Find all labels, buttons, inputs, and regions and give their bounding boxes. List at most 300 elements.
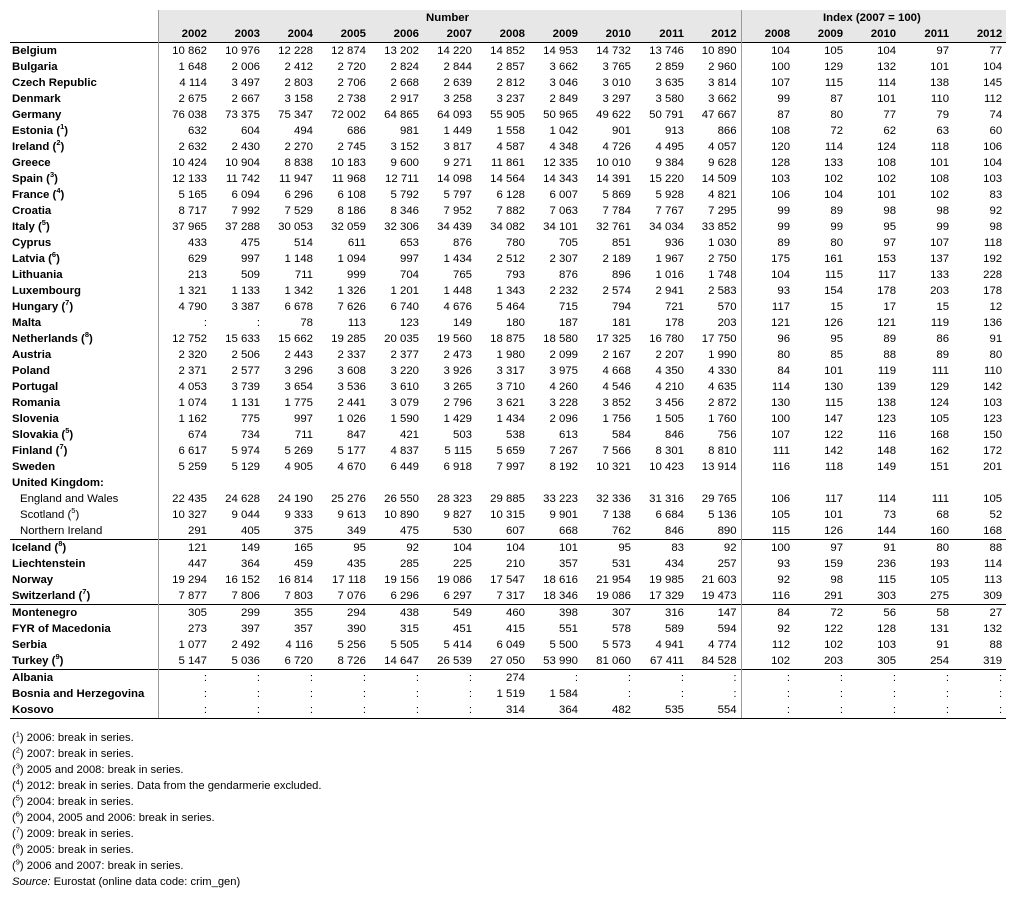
cell-index: 228 xyxy=(983,269,1003,281)
cell-number: 355 xyxy=(264,605,317,622)
cell-number: 2 917 xyxy=(390,93,419,105)
cell-number: 5 115 xyxy=(444,445,472,457)
row-label: Spain ($^3$) xyxy=(12,171,58,185)
footnote-item: ($^5$) 2004: break in series. xyxy=(12,793,134,808)
cell-number: 1 590 xyxy=(390,413,419,425)
cell-index: 112 xyxy=(741,637,794,653)
country-name: Northern Ireland xyxy=(20,525,103,537)
cell-number: 316 xyxy=(635,605,688,622)
footnote-text: 2005 and 2008: break in series. xyxy=(23,764,184,776)
cell-index: 129 xyxy=(930,381,950,393)
cell-number: 178 xyxy=(664,317,684,329)
cell-index: 139 xyxy=(877,381,897,393)
header-index-group: Index (2007 = 100) xyxy=(741,10,1006,26)
row-label xyxy=(10,75,158,91)
cell-number: 19 985 xyxy=(649,574,684,586)
cell-index: 99 xyxy=(741,219,794,235)
cell-number: 9 333 xyxy=(284,509,313,521)
cell-number: 1 077 xyxy=(158,637,211,653)
cell-number: 613 xyxy=(558,429,578,441)
cell-index: 201 xyxy=(983,461,1003,473)
cell-number: 3 654 xyxy=(284,381,313,393)
country-name: Kosovo xyxy=(12,704,54,716)
cell-number: 3 621 xyxy=(496,397,525,409)
cell-number: 5 573 xyxy=(602,639,631,651)
table-row xyxy=(10,123,1006,139)
cell-index: 101 xyxy=(824,509,844,521)
cell-number: 6 007 xyxy=(549,189,578,201)
cell-number: 165 xyxy=(264,540,317,557)
cell-number: 668 xyxy=(558,525,578,537)
cell-number: 530 xyxy=(452,525,472,537)
header-year-number: 2007 xyxy=(423,26,476,43)
cell-number: : xyxy=(264,702,317,719)
cell-index: 102 xyxy=(824,639,844,651)
cell-number: 421 xyxy=(399,429,419,441)
cell-index: 62 xyxy=(883,125,897,137)
cell-number: 594 xyxy=(717,623,737,635)
country-name: Montenegro xyxy=(12,607,78,619)
cell-number: 4 210 xyxy=(655,381,684,393)
country-name: Slovakia xyxy=(12,429,59,441)
cell-number: 584 xyxy=(611,429,631,441)
cell-index: 89 xyxy=(936,349,950,361)
cell-number: 8 717 xyxy=(158,203,211,219)
cell-number: 2 872 xyxy=(708,397,737,409)
cell-number: 73 375 xyxy=(225,109,260,121)
cell-number: 9 044 xyxy=(231,509,260,521)
cell-number: : xyxy=(627,688,631,700)
cell-number: 3 317 xyxy=(496,365,525,377)
cell-number: 578 xyxy=(611,623,631,635)
cell-number: 538 xyxy=(505,429,525,441)
cell-number: 13 202 xyxy=(370,43,423,60)
cell-number: 203 xyxy=(717,317,737,329)
cell-index: 103 xyxy=(983,173,1003,185)
cell-number: 5 928 xyxy=(655,189,684,201)
cell-number: 1 558 xyxy=(496,125,525,137)
cell-index: 132 xyxy=(983,623,1003,635)
footnote-ref: 7 xyxy=(65,299,70,308)
cell-number: 7 267 xyxy=(549,445,578,457)
footnote-number: 1 xyxy=(15,729,20,739)
cell-index xyxy=(900,475,953,491)
cell-number: 83 xyxy=(635,540,688,557)
cell-number: 4 635 xyxy=(708,381,737,393)
footnote-number: 2 xyxy=(15,745,20,755)
table-row xyxy=(10,475,1006,491)
cell-number: 756 xyxy=(717,429,737,441)
country-name: England and Wales xyxy=(20,493,119,505)
cell-number: 2 812 xyxy=(496,77,525,89)
cell-index: 104 xyxy=(983,157,1003,169)
cell-number: 10 010 xyxy=(596,157,631,169)
cell-number: 2 099 xyxy=(549,349,578,361)
cell-number: 632 xyxy=(158,123,211,139)
cell-index: 153 xyxy=(877,253,897,265)
footnote-item: ($^7$) 2009: break in series. xyxy=(12,825,134,840)
footnote-ref: 9 xyxy=(55,653,60,662)
cell-index: 108 xyxy=(930,173,950,185)
cell-number: 1 429 xyxy=(443,413,472,425)
cell-number: 24 190 xyxy=(278,493,313,505)
cell-index: 89 xyxy=(830,205,844,217)
cell-number: 997 xyxy=(240,253,260,265)
cell-index: 116 xyxy=(877,429,897,441)
cell-index: 104 xyxy=(983,61,1003,73)
cell-number: 24 628 xyxy=(225,493,260,505)
table-row xyxy=(10,363,1006,379)
cell-index: 103 xyxy=(741,171,794,187)
cell-number: 2 738 xyxy=(337,93,366,105)
cell-index: 80 xyxy=(900,540,953,557)
table-row xyxy=(10,75,1006,91)
cell-number: 7 626 xyxy=(337,301,366,313)
cell-number: 2 443 xyxy=(284,349,313,361)
header-year-number: 2003 xyxy=(211,26,264,43)
cell-number: 846 xyxy=(664,429,684,441)
cell-number: 9 827 xyxy=(443,509,472,521)
table-row xyxy=(10,59,1006,75)
header-year-index: 2011 xyxy=(900,26,953,43)
cell-number: 3 079 xyxy=(390,397,419,409)
cell-number: 4 670 xyxy=(337,461,366,473)
cell-number: 1 131 xyxy=(231,397,260,409)
cell-number: 2 412 xyxy=(284,61,313,73)
cell-number: 55 905 xyxy=(490,109,525,121)
cell-number: 6 684 xyxy=(655,509,684,521)
cell-number: 3 975 xyxy=(549,365,578,377)
cell-number: 1 505 xyxy=(655,413,684,425)
cell-number: 1 321 xyxy=(158,283,211,299)
cell-index: 111 xyxy=(931,493,950,505)
cell-index: 97 xyxy=(883,237,897,249)
row-label: Turkey ($^9$) xyxy=(12,653,64,667)
cell-number: 121 xyxy=(158,540,211,557)
country-name: Liechtenstein xyxy=(12,558,86,570)
cell-index: 101 xyxy=(930,61,950,73)
cell-index: 108 xyxy=(877,157,897,169)
cell-index: 95 xyxy=(830,333,844,345)
cell-number: : xyxy=(423,670,476,687)
cell-number: 104 xyxy=(476,540,529,557)
cell-number: 14 391 xyxy=(596,173,631,185)
country-name: Cyprus xyxy=(12,237,52,249)
cell-index: 77 xyxy=(883,109,897,121)
cell-index: 110 xyxy=(983,365,1003,377)
cell-number: 997 xyxy=(399,253,419,265)
table-row xyxy=(10,427,1006,443)
cell-number: : xyxy=(370,670,423,687)
footnote-text: 2005: break in series. xyxy=(23,844,134,856)
country-name: Lithuania xyxy=(12,269,63,281)
cell-number: 20 035 xyxy=(384,333,419,345)
table-row xyxy=(10,43,1006,60)
row-label xyxy=(10,670,158,687)
cell-index: 86 xyxy=(936,333,950,345)
country-name: Ireland xyxy=(12,141,50,153)
cell-number: 1 148 xyxy=(284,253,313,265)
cell-index: 77 xyxy=(953,43,1006,60)
cell-number: 92 xyxy=(688,540,741,557)
cell-number: : xyxy=(264,670,317,687)
cell-number: 7 952 xyxy=(443,205,472,217)
cell-number: 274 xyxy=(476,670,529,687)
row-label: Iceland ($^8$) xyxy=(10,540,158,557)
cell-number: 2 320 xyxy=(158,347,211,363)
cell-number xyxy=(264,475,317,491)
cell-index: 92 xyxy=(741,621,794,637)
cell-number: 210 xyxy=(505,558,525,570)
cell-index: 130 xyxy=(741,395,794,411)
cell-number: 451 xyxy=(452,623,472,635)
cell-number: 2 706 xyxy=(337,77,366,89)
cell-number: 3 536 xyxy=(337,381,366,393)
cell-number: 8 186 xyxy=(337,205,366,217)
cell-index: 114 xyxy=(741,379,794,395)
cell-index: 116 xyxy=(741,588,794,605)
cell-number: : xyxy=(468,688,472,700)
cell-index: 121 xyxy=(877,317,897,329)
cell-number: 5 869 xyxy=(602,189,631,201)
row-label xyxy=(10,605,158,622)
row-label: Latvia ($^6$) xyxy=(12,251,60,265)
cell-number: 5 256 xyxy=(337,639,366,651)
cell-number: 711 xyxy=(294,429,313,441)
cell-number: 19 473 xyxy=(701,590,737,602)
cell-number: 64 865 xyxy=(384,109,419,121)
cell-index: 117 xyxy=(824,493,844,505)
cell-number xyxy=(317,475,370,491)
cell-index: : xyxy=(847,670,900,687)
country-name: FYR of Macedonia xyxy=(12,623,111,635)
cell-number: 5 464 xyxy=(496,301,525,313)
cell-index: 80 xyxy=(741,347,794,363)
cell-number: 589 xyxy=(664,623,684,635)
header-year-index: 2012 xyxy=(953,26,1006,43)
cell-index: 99 xyxy=(741,91,794,107)
cell-number: 398 xyxy=(529,605,582,622)
cell-number: 438 xyxy=(370,605,423,622)
cell-number: 482 xyxy=(582,702,635,719)
cell-number: 1 760 xyxy=(708,413,737,425)
row-label xyxy=(10,475,158,491)
cell-index: 72 xyxy=(830,125,844,137)
cell-number: 7 063 xyxy=(549,205,578,217)
cell-number: 14 852 xyxy=(476,43,529,60)
header-year-number: 2002 xyxy=(158,26,211,43)
cell-number: 1 449 xyxy=(443,125,472,137)
cell-number: 7 529 xyxy=(284,205,313,217)
table-row xyxy=(10,155,1006,171)
cell-index: 68 xyxy=(936,509,950,521)
cell-number: 1 748 xyxy=(708,269,737,281)
cell-number: 4 726 xyxy=(602,141,631,153)
cell-number: 715 xyxy=(558,301,578,313)
cell-index: 168 xyxy=(983,525,1003,537)
cell-number: 397 xyxy=(240,623,260,635)
cell-number: : xyxy=(635,670,688,687)
cell-index: 100 xyxy=(741,59,794,75)
cell-index: 275 xyxy=(930,590,950,602)
cell-index: 136 xyxy=(983,317,1003,329)
footnote-text: 2009: break in series. xyxy=(23,828,134,840)
cell-number: 181 xyxy=(611,317,631,329)
cell-index: 99 xyxy=(741,203,794,219)
footnote-ref: 5 xyxy=(71,507,76,516)
cell-index: 102 xyxy=(824,173,844,185)
cell-number: 3 710 xyxy=(496,381,525,393)
source-label: Source: xyxy=(12,876,51,888)
cell-number: 896 xyxy=(611,269,631,281)
cell-number: 4 790 xyxy=(158,299,211,315)
country-name: Bulgaria xyxy=(12,61,58,73)
cell-index: 128 xyxy=(877,623,897,635)
cell-number: 49 622 xyxy=(596,109,631,121)
table-row xyxy=(10,187,1006,203)
cell-number: 6 740 xyxy=(390,301,419,313)
cell-number: 674 xyxy=(158,427,211,443)
header-year-number: 2004 xyxy=(264,26,317,43)
cell-number: 2 796 xyxy=(443,397,472,409)
cell-index: 111 xyxy=(741,443,794,459)
footnote-item: ($^9$) 2006 and 2007: break in series. xyxy=(12,857,184,872)
table-row xyxy=(10,283,1006,299)
row-label xyxy=(10,621,158,637)
table-row xyxy=(10,637,1006,653)
country-name: Estonia xyxy=(12,125,54,137)
cell-number: 1 162 xyxy=(158,411,211,427)
cell-number: 6 678 xyxy=(284,301,313,313)
cell-number: 10 890 xyxy=(384,509,419,521)
table-row xyxy=(10,235,1006,251)
table-row xyxy=(10,203,1006,219)
cell-index: 124 xyxy=(930,397,950,409)
country-name: Iceland xyxy=(12,542,52,554)
footnote-ref: 8 xyxy=(58,539,63,549)
cell-number: 17 118 xyxy=(332,574,366,586)
cell-index: : xyxy=(741,702,794,719)
cell-index: 114 xyxy=(824,141,844,153)
cell-number: 2 583 xyxy=(708,285,737,297)
cell-number: : xyxy=(688,670,741,687)
row-label: Ireland ($^2$) xyxy=(12,139,65,153)
cell-number xyxy=(423,475,476,491)
cell-index: 106 xyxy=(983,141,1003,153)
cell-index: 118 xyxy=(824,461,844,473)
cell-index: 104 xyxy=(741,43,794,60)
cell-number: 13 746 xyxy=(635,43,688,60)
cell-index: 119 xyxy=(930,317,950,329)
cell-number: 6 296 xyxy=(284,189,313,201)
cell-number: 981 xyxy=(399,125,419,137)
cell-index: : xyxy=(741,670,794,687)
cell-number: 26 550 xyxy=(384,493,419,505)
cell-number: 37 288 xyxy=(225,221,260,233)
cell-index: 100 xyxy=(741,540,794,557)
country-name: France xyxy=(12,189,50,201)
cell-number: : xyxy=(582,670,635,687)
footnote-text: 2004, 2005 and 2006: break in series. xyxy=(23,812,215,824)
cell-number: 7 803 xyxy=(284,590,313,602)
header-year-index: 2008 xyxy=(741,26,794,43)
cell-number: 8 838 xyxy=(284,157,313,169)
cell-number: 459 xyxy=(293,558,313,570)
cell-index: 105 xyxy=(930,413,950,425)
cell-number: : xyxy=(158,686,211,702)
cell-number: 12 335 xyxy=(543,157,578,169)
cell-number: 6 108 xyxy=(337,189,366,201)
cell-number: 4 495 xyxy=(655,141,684,153)
cell-number: 10 976 xyxy=(211,43,264,60)
cell-number: 901 xyxy=(611,125,631,137)
cell-number: 4 330 xyxy=(708,365,737,377)
cell-number: 3 258 xyxy=(443,93,472,105)
cell-number: 775 xyxy=(240,413,260,425)
cell-number: 34 082 xyxy=(490,221,525,233)
cell-number: 2 859 xyxy=(655,61,684,73)
cell-index: 87 xyxy=(830,93,844,105)
cell-index: 95 xyxy=(883,221,897,233)
cell-number: 37 965 xyxy=(158,219,211,235)
cell-number: 95 xyxy=(582,540,635,557)
footnote-item: ($^8$) 2005: break in series. xyxy=(12,841,134,856)
cell-number: 7 806 xyxy=(231,590,260,602)
cell-number: 629 xyxy=(158,251,211,267)
row-label xyxy=(10,686,158,702)
cell-number: 2 377 xyxy=(390,349,419,361)
country-name: Serbia xyxy=(12,639,47,651)
footnote-number: 4 xyxy=(15,777,20,787)
cell-index: 120 xyxy=(741,139,794,155)
cell-number: 9 384 xyxy=(655,157,684,169)
cell-number: 780 xyxy=(505,237,525,249)
table-row xyxy=(10,315,1006,331)
footnote-ref: 7 xyxy=(59,443,64,452)
table-row xyxy=(10,702,1006,719)
cell-index: 88 xyxy=(989,639,1003,651)
cell-index: 172 xyxy=(983,445,1003,457)
cell-index: : xyxy=(953,702,1006,719)
cell-index: 89 xyxy=(883,333,897,345)
cell-number: 92 xyxy=(370,540,423,557)
cell-index: : xyxy=(953,670,1006,687)
cell-number: 25 276 xyxy=(331,493,366,505)
cell-number: 32 059 xyxy=(331,221,366,233)
cell-index: 121 xyxy=(741,315,794,331)
cell-number: 2 857 xyxy=(496,61,525,73)
footnote-text: 2007: break in series. xyxy=(23,748,134,760)
cell-number: 4 821 xyxy=(708,189,737,201)
cell-number: 7 992 xyxy=(231,205,260,217)
cell-number: 6 297 xyxy=(443,590,472,602)
row-label xyxy=(10,315,158,331)
footnote-ref: 2 xyxy=(56,139,61,148)
header-year-number: 2010 xyxy=(582,26,635,43)
cell-number: 357 xyxy=(558,558,578,570)
cell-number: 17 325 xyxy=(596,333,631,345)
cell-number: 31 316 xyxy=(649,493,684,505)
table-row xyxy=(10,605,1006,622)
cell-number: 8 301 xyxy=(655,445,684,457)
cell-index: 133 xyxy=(824,157,844,169)
header-number-group: Number xyxy=(158,10,741,26)
cell-index: 103 xyxy=(983,397,1003,409)
table-row xyxy=(10,411,1006,427)
cell-number: 3 662 xyxy=(708,93,737,105)
footnote-number: 5 xyxy=(15,793,20,803)
cell-number: 4 057 xyxy=(708,141,737,153)
